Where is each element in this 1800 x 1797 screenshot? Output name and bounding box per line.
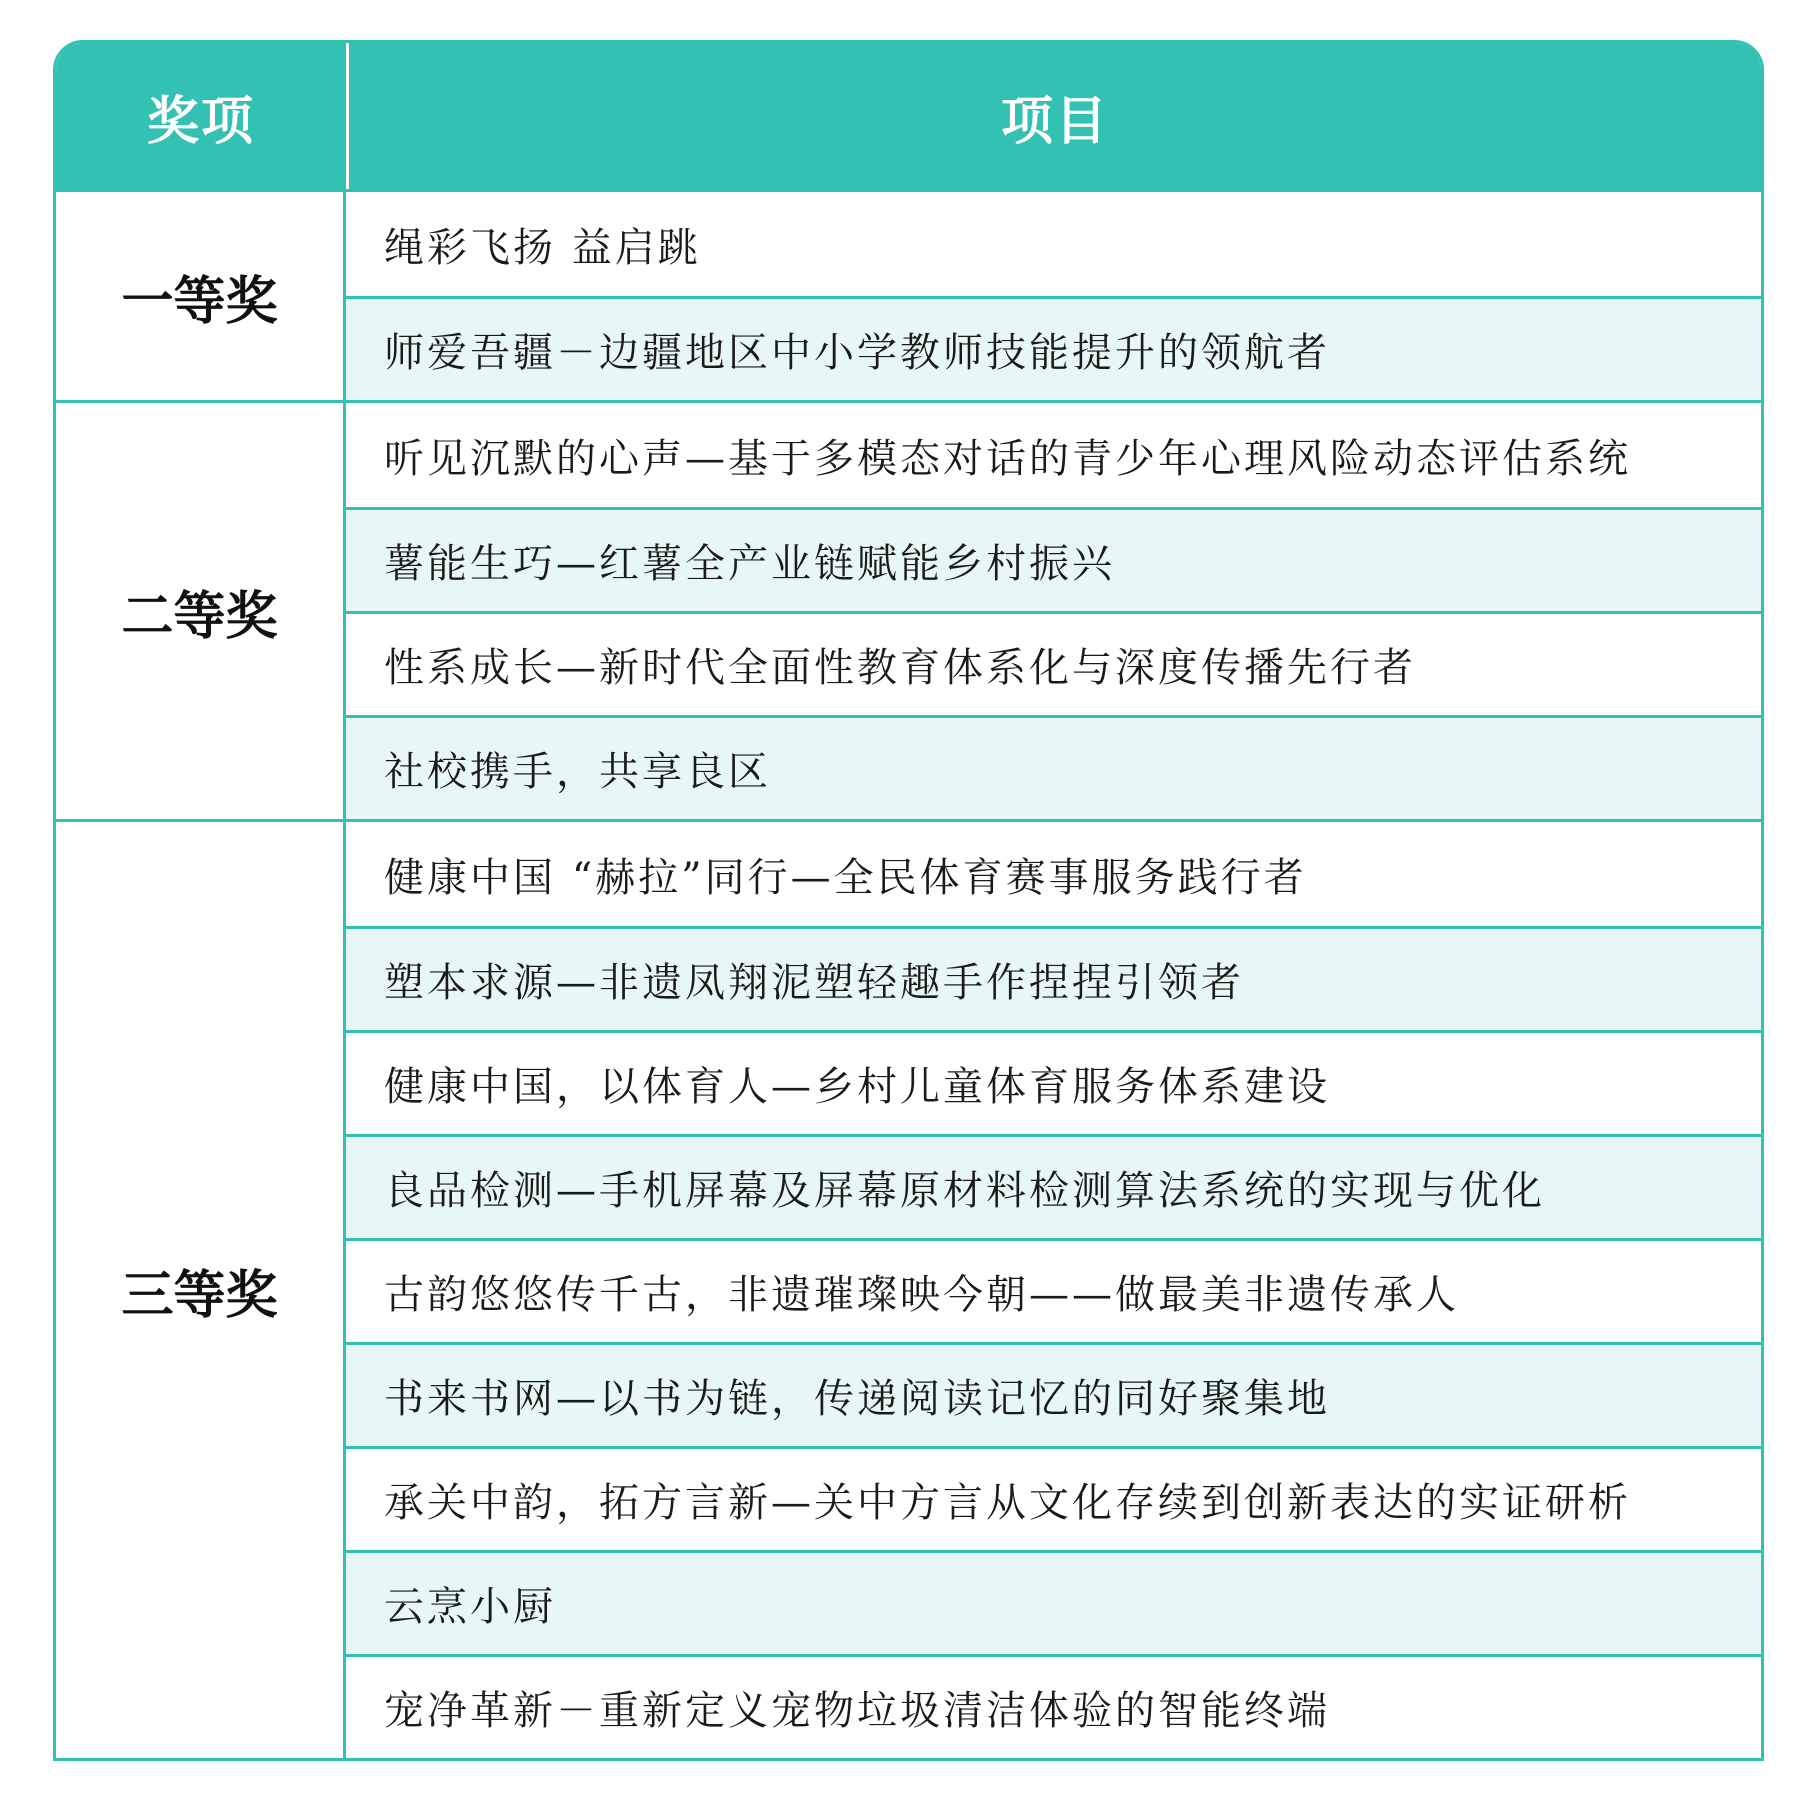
project-row: 书来书网—以书为链，传递阅读记忆的同好聚集地	[346, 1342, 1761, 1446]
header-project: 项目	[1000, 91, 1109, 152]
project-row: 性系成长—新时代全面性教育体系化与深度传播先行者	[346, 611, 1761, 715]
group-second-prize	[56, 400, 1761, 819]
group-third-prize	[56, 819, 1761, 1758]
project-row: 良品检测—手机屏幕及屏幕原材料检测算法系统的实现与优化	[346, 1134, 1761, 1238]
project-row: 绳彩飞扬 益启跳	[346, 192, 1761, 296]
project-list	[346, 403, 1761, 819]
award-table	[53, 40, 1764, 1761]
project-list	[346, 822, 1761, 1758]
project-row: 师爱吾疆－边疆地区中小学教师技能提升的领航者	[346, 296, 1761, 400]
project-row: 承关中韵，拓方言新—关中方言从文化存续到创新表达的实证研析	[346, 1446, 1761, 1550]
project-row: 古韵悠悠传千古，非遗璀璨映今朝——做最美非遗传承人	[346, 1238, 1761, 1342]
project-row: 社校携手，共享良区	[346, 715, 1761, 819]
project-row: 塑本求源—非遗凤翔泥塑轻趣手作捏捏引领者	[346, 926, 1761, 1030]
project-row: 听见沉默的心声—基于多模态对话的青少年心理风险动态评估系统	[346, 403, 1761, 507]
project-row: 宠净革新－重新定义宠物垃圾清洁体验的智能终端	[346, 1654, 1761, 1758]
table-header	[56, 43, 1761, 189]
group-first-prize	[56, 189, 1761, 400]
header-award: 奖项	[56, 43, 349, 189]
project-row: 健康中国，以体育人—乡村儿童体育服务体系建设	[346, 1030, 1761, 1134]
award-label: 二等奖	[56, 403, 346, 819]
project-list	[346, 192, 1761, 400]
award-label: 三等奖	[56, 822, 346, 1758]
project-row: 云烹小厨	[346, 1550, 1761, 1654]
project-row: 薯能生巧—红薯全产业链赋能乡村振兴	[346, 507, 1761, 611]
project-row: 健康中国 “赫拉”同行—全民体育赛事服务践行者	[346, 822, 1761, 926]
award-label: 一等奖	[56, 192, 346, 400]
